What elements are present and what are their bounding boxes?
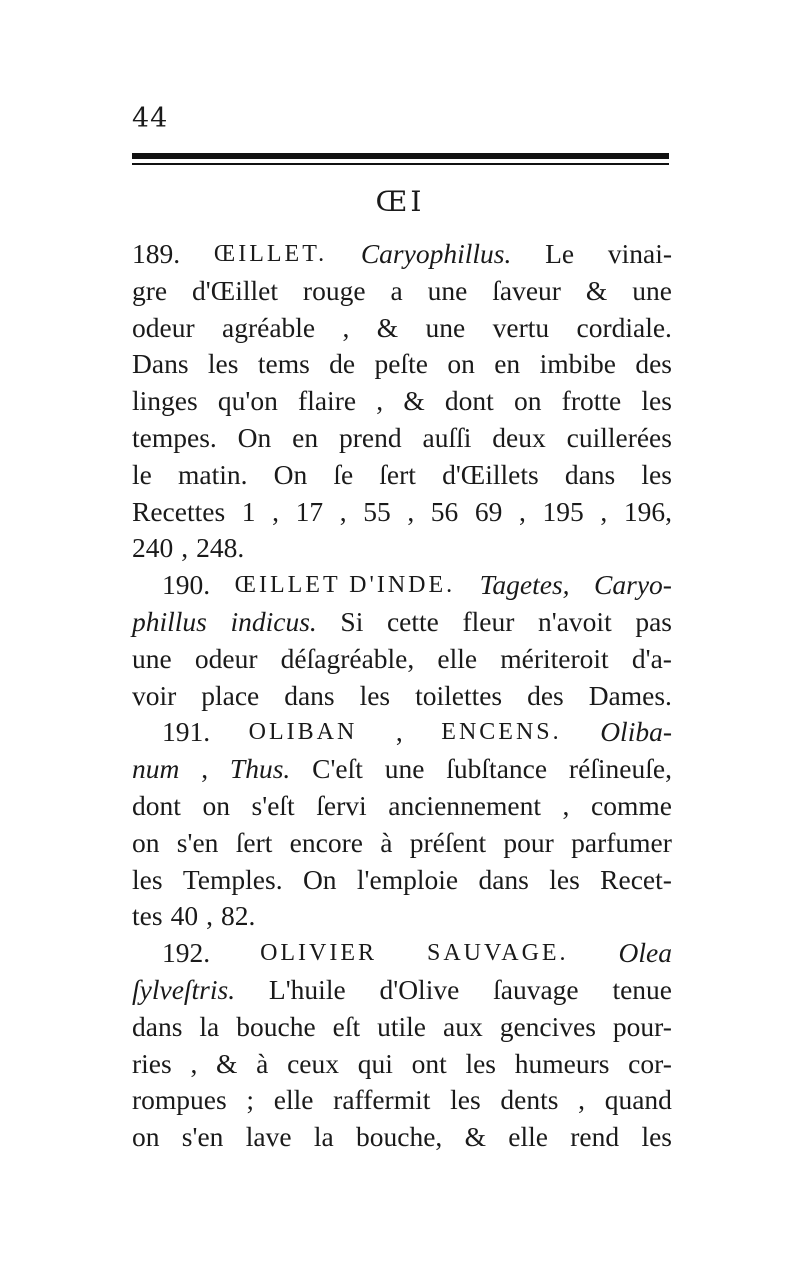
word: deux [492,421,546,453]
word: agréable [222,311,316,343]
word: OLIBAN [248,719,358,746]
word: fleur [462,605,515,637]
running-head: ŒI [375,185,425,218]
word: l'emploie [356,863,459,895]
word: les [465,1047,496,1079]
word: s'en [176,826,219,858]
word: 1 [241,495,256,527]
word: d'Œillets [442,458,539,490]
word: déſagréable, [280,642,415,674]
word: une [425,311,466,343]
word: , [190,1047,198,1079]
word: phillus [132,605,207,637]
word: a [390,274,403,306]
text-line [132,604,672,641]
word: on [447,348,475,380]
word: & [376,311,399,343]
text-line [132,641,672,678]
word: Recet- [600,863,672,895]
word: eſt [332,1010,361,1042]
word: frotte [561,385,622,417]
word: rouge [302,274,366,306]
word: comme [591,789,672,821]
word: dont [132,789,181,821]
text-line [132,420,672,457]
text-line [132,310,672,347]
word: les [549,863,580,895]
text-line [132,273,672,310]
body-text [132,236,672,1156]
word: linges [132,385,198,417]
page-number: 44 [132,103,169,134]
word: bouche, [355,1121,443,1153]
word: dents [500,1084,559,1116]
text-line [132,236,672,273]
text-line [132,494,672,531]
word: des [527,679,564,711]
word: On [237,421,272,453]
header-rule-thick [132,153,669,159]
word: une [384,753,425,785]
word: ſert [235,826,273,858]
word: on [202,789,230,821]
word: ŒILLET D'INDE. [234,572,456,599]
word: auſſi [422,421,472,453]
word: indicus. [230,605,317,637]
word: , [339,495,347,527]
word: dans [478,863,529,895]
word: n'avoit [538,605,612,637]
word: 192. [162,937,211,969]
word: dans [284,679,335,711]
word: , [181,532,189,564]
word: 56 [430,495,459,527]
word: , [600,495,608,527]
word: d'Olive [379,973,460,1005]
word: rompues [132,1084,227,1116]
word: 195 [542,495,584,527]
word: dont [444,385,494,417]
word: ſert [379,458,416,490]
word: 189. [132,238,181,269]
word: & [585,274,608,306]
word: voir [132,679,177,711]
word: les [641,1121,672,1153]
text-line [132,346,672,383]
word: L'huile [268,973,346,1005]
word: 55 [363,495,391,527]
word: elle [508,1121,548,1153]
text-line [132,1046,672,1083]
word: les [132,863,163,895]
word: vertu [492,311,550,343]
word: 240 [132,532,174,564]
word: utile [377,1010,427,1042]
word: qui [357,1047,393,1079]
word: à [256,1047,269,1079]
word: , [407,495,415,527]
word: dans [564,458,616,490]
word: vinai- [607,238,672,269]
text-line [132,678,672,715]
word: , [395,716,403,748]
text-line [132,898,672,935]
word: des [635,348,672,380]
word: en [292,421,319,453]
text-line [132,788,672,825]
word: matin. [177,458,248,490]
word: ; [246,1084,255,1116]
word: cette [386,605,439,637]
word: en [494,348,521,380]
word: ſauvage [493,973,579,1005]
word: imbibe [539,348,616,380]
word: gre [132,274,168,306]
word: ries [132,1047,172,1079]
word: Caryophillus. [360,238,512,269]
word: C'eſt [312,753,363,785]
word: bouche [236,1010,316,1042]
word: humeurs [514,1047,610,1079]
word: ſervi [316,789,367,821]
word: le [132,458,152,490]
word: 248. [196,532,245,564]
word: tenue [612,973,672,1005]
word: pour- [612,1010,672,1042]
word: tes [132,900,163,932]
word: ont [411,1047,447,1079]
text-line [132,714,672,751]
word: Thus. [229,753,291,785]
word: d'Œillet [192,274,278,306]
word: raffermit [333,1084,431,1116]
word: les [641,458,672,490]
word: , [272,495,279,527]
word: cuillerées [566,421,672,453]
word: une [132,642,172,674]
text-line [132,1082,672,1119]
word: , [376,385,384,417]
word: ſylveſtris. [132,973,236,1005]
word: 17 [295,495,324,527]
text-line [132,530,672,567]
word: , [206,900,213,932]
word: pas [635,605,672,637]
word: Recettes [132,495,226,527]
word: dans [132,1010,183,1042]
word: cordiale. [576,311,672,343]
word: aux [443,1010,483,1042]
word: , [578,1084,585,1116]
word: une [632,274,672,306]
word: rend [570,1121,620,1153]
word: , [201,753,209,785]
word: ŒILLET. [213,241,328,267]
word: 190. [162,569,211,601]
word: encore [289,826,363,858]
word: elle [437,642,478,674]
word: Caryo- [594,569,672,601]
word: & [216,1047,238,1079]
word: tems [257,348,310,380]
text-line [132,383,672,420]
word: ſubſtance [446,753,548,785]
word: On [273,458,308,490]
word: les [207,348,239,380]
word: s'eſt [251,789,295,821]
word: flaire [298,385,357,417]
word: On [302,863,337,895]
word: Si [340,605,364,637]
word: Oliba- [600,716,672,748]
word: Dames. [588,679,672,711]
text-line [132,825,672,862]
word: réſineuſe, [568,753,672,785]
word: on [132,826,160,858]
text-line [132,862,672,899]
word: , [562,789,570,821]
word: Tagetes, [479,569,570,601]
word: ceux [287,1047,339,1079]
word: une [427,274,468,306]
word: lave [245,1121,292,1153]
word: Le [545,238,575,269]
word: num [132,753,180,785]
text-line [132,1119,672,1156]
word: de [329,348,356,380]
word: elle [273,1084,314,1116]
text-line [132,751,672,788]
word: odeur [194,642,258,674]
word: pour [503,826,554,858]
word: les [450,1084,481,1116]
word: quand [604,1084,672,1116]
word: parfumer [571,826,672,858]
text-line [132,457,672,494]
word: qu'on [217,385,278,417]
word: la [199,1010,220,1042]
word: Dans [132,348,189,380]
word: anciennement [388,789,541,821]
word: ſe [333,458,354,490]
word: les [641,385,672,417]
word: SAUVAGE. [426,940,569,967]
word: place [201,679,260,711]
text-line [132,935,672,972]
word: 40 [170,900,199,932]
word: & [464,1121,486,1153]
word: mériteroit [500,642,609,674]
word: prend [339,421,402,453]
word: toilettes [415,679,503,711]
word: tempes. [132,421,217,453]
word: gencives [499,1010,596,1042]
word: Temples. [182,863,283,895]
word: 196, [623,495,672,527]
word: on [132,1121,160,1153]
text-line [132,1009,672,1046]
word: on [513,385,542,417]
word: s'en [181,1121,224,1153]
word: , [342,311,350,343]
word: odeur [132,311,195,343]
word: & [403,385,425,417]
word: préſent [409,826,487,858]
word: ENCENS. [441,719,562,746]
word: à [380,826,393,858]
text-line [132,567,672,604]
header-rule-thin [132,163,669,165]
word: OLIVIER [260,940,378,967]
word: d'a- [631,642,672,674]
word: peſte [374,348,428,380]
word: cor- [628,1047,672,1079]
word: 69 [474,495,503,527]
word: la [313,1121,334,1153]
word: 82. [220,900,256,932]
word: , [519,495,526,527]
text-line [132,972,672,1009]
word: Olea [618,937,672,969]
word: les [359,679,391,711]
word: 191. [162,716,211,748]
word: ſaveur [492,274,561,306]
